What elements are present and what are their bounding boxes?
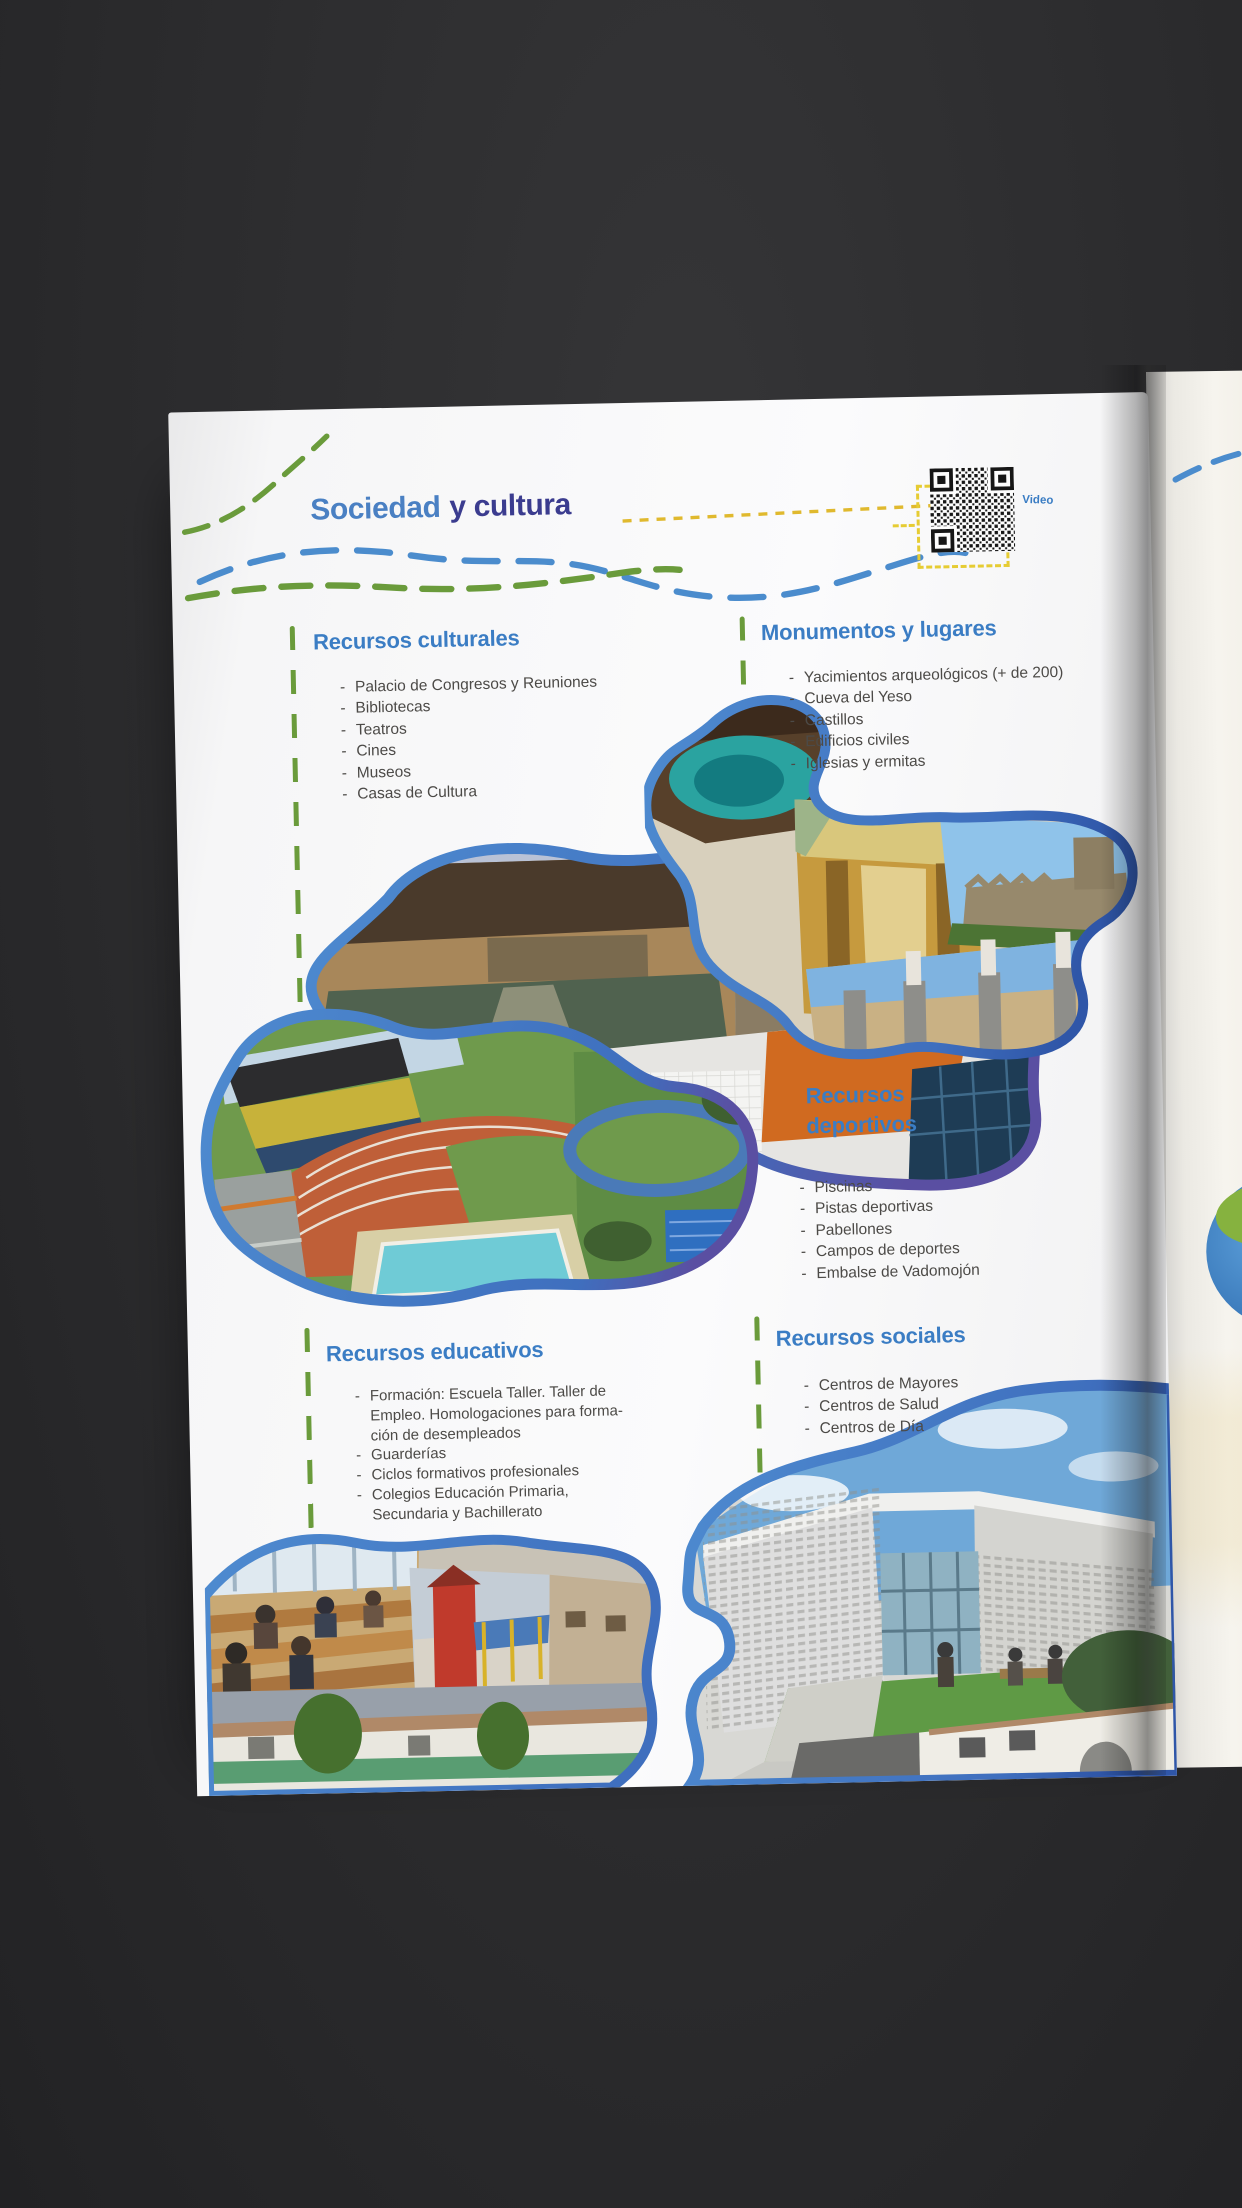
list-item-dash: - (790, 733, 796, 751)
list-item-dash: - (339, 678, 346, 696)
list-item-text: Campos de deportes (815, 1240, 960, 1261)
education-photos-collage (204, 1514, 675, 1796)
list-item-dash: - (804, 1398, 810, 1416)
list-item-text: Ciclos formativos profesionales (371, 1462, 580, 1484)
list-item (355, 1381, 624, 1446)
list-item-dash: - (356, 1486, 363, 1504)
page-title-word1: Sociedad (309, 490, 441, 527)
list-item-dash: - (341, 743, 347, 761)
green-dashed-curve (183, 436, 329, 532)
list-item (804, 1394, 959, 1419)
section-title-educativos: Recursos educativos (325, 1336, 544, 1367)
list-monumentos (789, 662, 1066, 775)
list-item-text: Embalse de Vadomojón (816, 1261, 980, 1282)
qr-code-icon[interactable] (930, 467, 1016, 553)
blue-dashed-wave (199, 537, 966, 609)
list-item-dash: - (788, 669, 795, 687)
list-item-text: Colegios Educación Primaria, Secundaria y Bachillerato (371, 1482, 569, 1524)
list-item-dash: - (340, 721, 347, 739)
list-item-text: Palacio de Congresos y Reuniones (354, 673, 598, 696)
list-item (342, 779, 600, 806)
list-item-text: Centros de Mayores (818, 1374, 959, 1395)
list-item-dash: - (789, 712, 796, 730)
list-item-text: Formación: Escuela Taller. Taller de Empleo. Homologaciones para forma- ción de desempleados (369, 1382, 624, 1445)
sports-photos-collage (193, 988, 765, 1322)
list-item-text: Casas de Cultura (357, 783, 478, 803)
list-item-text: Museos (356, 763, 412, 782)
list-item-text: Iglesias y ermitas (805, 752, 926, 772)
list-item-text: Pabellones (815, 1220, 893, 1239)
list-item-dash: - (356, 1466, 362, 1484)
blue-dashed-line-right-page (1146, 401, 1242, 532)
list-educativos (355, 1381, 625, 1525)
list-item-dash: - (799, 1200, 806, 1218)
list-item-text: Cueva del Yeso (804, 688, 913, 708)
list-item-text: Centros de Salud (819, 1396, 940, 1416)
section-title-culturales: Recursos culturales (312, 625, 520, 655)
list-item-dash: - (804, 1420, 810, 1438)
list-item-dash: - (355, 1447, 362, 1465)
list-item-text: Cines (356, 742, 397, 760)
page-title (310, 488, 571, 527)
list-item-dash: - (342, 785, 348, 803)
list-item-dash: - (340, 700, 346, 718)
list-item-text: Teatros (355, 720, 407, 739)
list-item-dash: - (800, 1243, 807, 1261)
list-item-text: Piscinas (814, 1177, 873, 1197)
list-item-text: Centros de Día (819, 1417, 925, 1437)
page-title-word2: y cultura (449, 488, 572, 524)
list-item-dash: - (789, 690, 795, 708)
section-title-deportivos: Recursos deportivos (805, 1081, 917, 1139)
qr-dashed-tick (893, 524, 915, 527)
list-culturales (340, 672, 600, 806)
list-item-text: Bibliotecas (355, 698, 431, 718)
section-title-sociales: Recursos sociales (775, 1322, 966, 1352)
list-sociales (804, 1372, 960, 1439)
list-item-dash: - (790, 755, 797, 773)
list-item-dash: - (341, 764, 348, 782)
list-item (801, 1259, 980, 1284)
list-item-text: Pistas deportivas (814, 1198, 934, 1218)
list-item-dash: - (801, 1264, 807, 1283)
list-item (804, 1415, 959, 1440)
list-item-dash: - (803, 1377, 810, 1395)
list-deportivos (799, 1174, 980, 1285)
list-item-text: Castillos (804, 710, 864, 730)
list-item-text: Guarderías (370, 1445, 447, 1464)
yellow-dotted-line (622, 505, 934, 521)
list-item-dash: - (799, 1179, 805, 1197)
list-item-dash: - (800, 1222, 806, 1240)
list-item-text: Edificios civiles (805, 731, 910, 751)
list-item-text: Yacimientos arqueológicos (+ de 200) (803, 663, 1064, 687)
section-title-monumentos: Monumentos y lugares (760, 615, 997, 646)
list-item (357, 1480, 625, 1525)
list-item-dash: - (354, 1387, 361, 1405)
video-label[interactable]: Video (1022, 493, 1054, 507)
magazine-page (168, 392, 1177, 1796)
